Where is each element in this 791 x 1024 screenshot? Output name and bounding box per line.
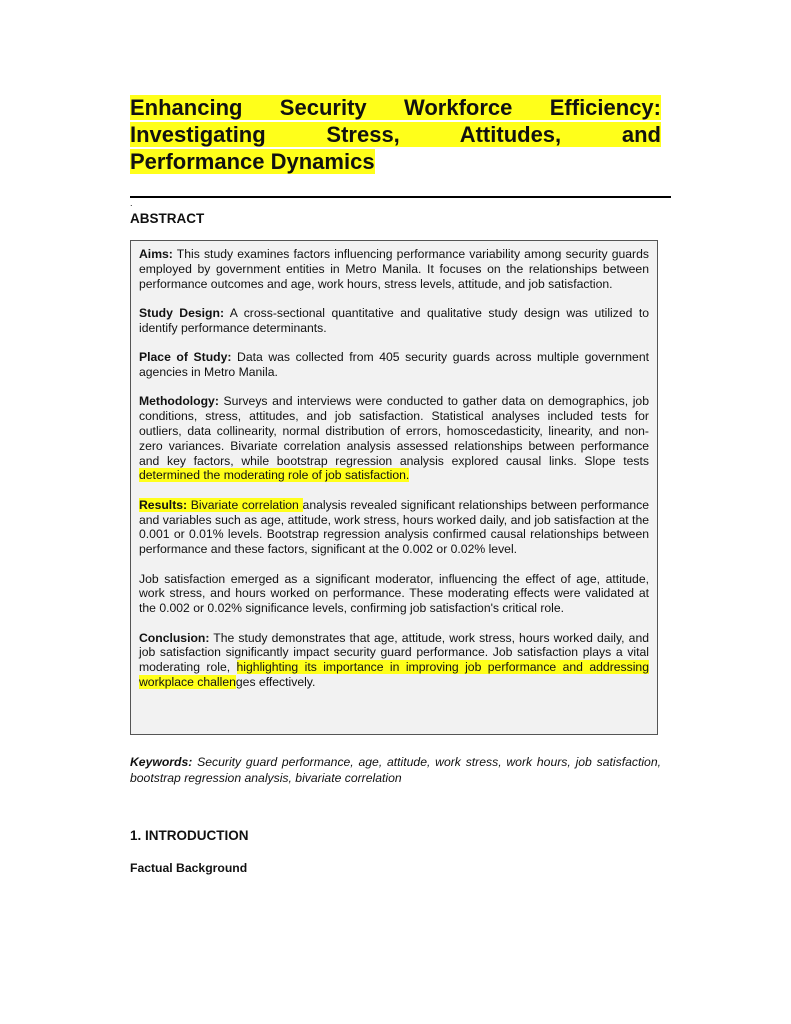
conclusion-label: Conclusion: <box>139 630 210 645</box>
paper-title <box>130 94 661 175</box>
results-paragraph <box>139 498 649 557</box>
results-highlight: Bivariate correlation <box>187 497 303 512</box>
title-line-1: Enhancing Security Workforce Efficiency: <box>130 95 661 120</box>
methodology-text: Surveys and interviews were conducted to gather data on demographics, job conditions, stress, attitudes, and job satisfaction. Statistical analyses included tests for outliers, data collinearity, normal distribution of errors, homoscedasticity, linearity, and non-zero variances. Bivariate correlation analysis assessed relationships between performance and key factors, while bootstrap regression analysis explored causal links. Slope tests <box>139 394 649 468</box>
conclusion-text: The study demonstrates that age, attitude, work stress, hours worked daily, and job satisfaction significantly impact security guard performance. Job satisfaction plays a vital moderating role, <box>139 630 649 675</box>
moderator-paragraph: Job satisfaction emerged as a significant moderator, influencing the effect of age, attitude, work stress, and hours worked on performance. These moderating effects were validated at the 0.002 or 0.02% significance levels, confirming job satisfaction's critical role. <box>139 571 649 616</box>
conclusion-tail: ges effectively. <box>235 674 316 689</box>
conclusion-paragraph <box>139 631 649 690</box>
title-line-2: Investigating Stress, Attitudes, and <box>130 122 661 147</box>
design-text: A cross-sectional quantitative and qualitative study design was utilized to identify performance determinants. <box>139 305 650 335</box>
aims-paragraph <box>139 247 649 291</box>
section-heading-introduction: 1. INTRODUCTION <box>130 828 249 843</box>
abstract-heading: ABSTRACT <box>130 211 205 226</box>
abstract-box <box>130 240 658 735</box>
place-text: Data was collected from 405 security guards across multiple government agencies in Metro Manila. <box>139 350 649 379</box>
results-label: Results: <box>139 497 188 512</box>
place-paragraph <box>139 350 649 380</box>
divider-dot: . <box>130 198 133 208</box>
methodology-highlight: determined the moderating role of job satisfaction. <box>139 468 410 483</box>
place-label: Place of Study: <box>139 350 232 365</box>
conclusion-highlight: highlighting its importance in improving job performance and addressing workplace challen <box>139 660 649 689</box>
methodology-paragraph <box>139 394 649 483</box>
subsection-heading: Factual Background <box>130 861 248 875</box>
aims-label: Aims: <box>139 247 173 261</box>
design-paragraph <box>139 306 649 336</box>
title-line-3: Performance Dynamics <box>130 149 375 174</box>
design-label: Study Design: <box>139 305 225 320</box>
keywords-label: Keywords: <box>130 755 193 769</box>
keywords <box>130 755 661 786</box>
keywords-text: Security guard performance, age, attitude, work stress, work hours, job satisfaction, bootstrap regression analysis, bivariate correlation <box>130 755 661 785</box>
methodology-label: Methodology: <box>139 394 219 409</box>
aims-text: This study examines factors influencing performance variability among security guards employed by government entities in Metro Manila. It focuses on the relationships between performance outcomes and age, work hours, stress levels, attitude, and job satisfaction. <box>139 247 649 291</box>
title-divider <box>130 196 671 198</box>
results-text: analysis revealed significant relationships between performance and variables such as age, attitude, work stress, hours worked daily, and job satisfaction at the 0.001 or 0.01% levels. Bootstrap regression analysis confirmed causal relationships between performance and these factors, significant at the 0.002 or 0.02% level. <box>139 497 649 557</box>
